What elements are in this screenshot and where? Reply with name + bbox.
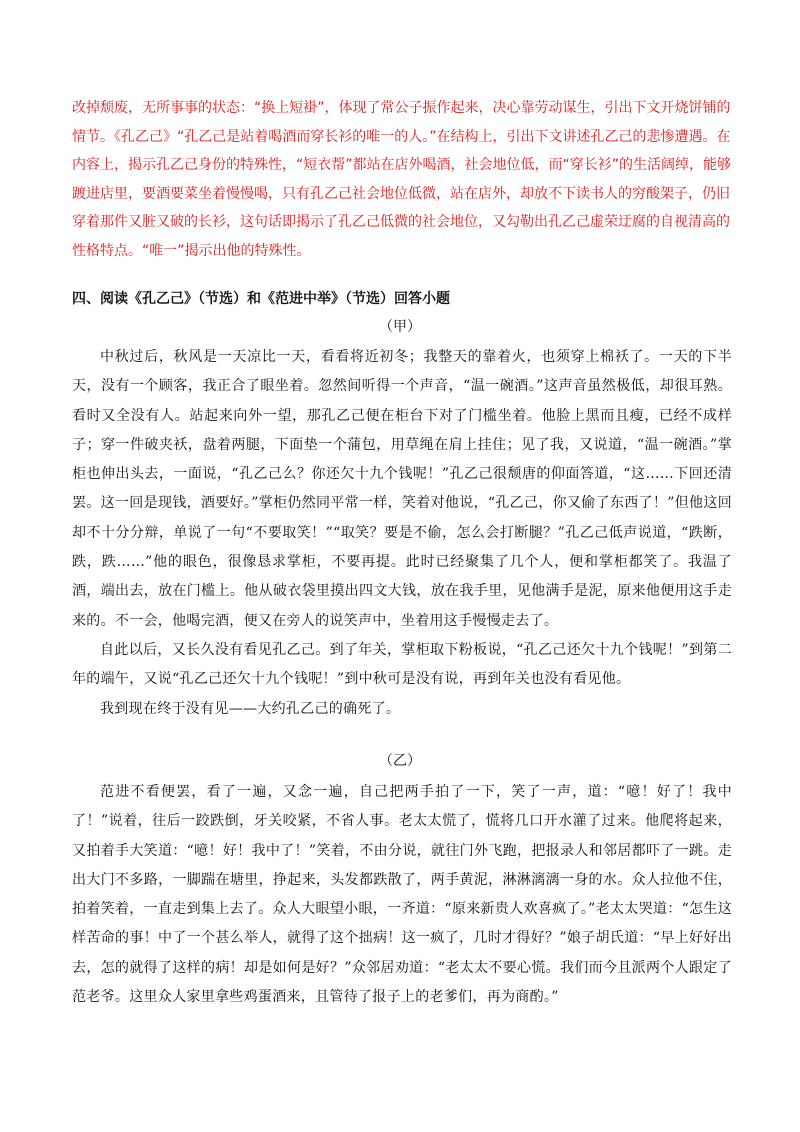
passage-jia-paragraph-3: 我到现在终于没有见——大约孔乙己的确死了。 [100,700,401,717]
passage-jia-label: （甲） [379,319,421,335]
section-title: 四、阅读《孔乙己》（节选）和《范进中举》（节选）回答小题 [72,291,450,307]
passage-yi-paragraph-1: 范进不看便罢，看了一遍，又念一遍，自己把两手拍了一下，笑了一声，道：“噫！好了！我中了！”说着，往后一跤跌倒，牙关咬紧，不省人事。老太太慌了，慌将几口开水灌了过来。他爬将起来，又拍着手大笑道：“噫！好！我中了！”笑着，不由分说，就往门外飞跑，把报录人和邻居都吓了一跳。走出大门不多路，一脚踹在塘里，挣起来，头发都跌散了，两手黄泥，淋淋漓漓一身的水。众人拉他不住，拍着笑着，一直走到集上去了。众人大眼望小眼，一齐道：“原来新贵人欢喜疯了。”老太太哭道：“怎生这样苦命的事！中了一个甚么举人，就得了这个拙病！这一疯了，几时才得好？”娘子胡氏道：“早上好好出去，怎的就得了这样的病！却是如何是好？”众邻居劝道：“老太太不要心慌。我们而今且派两个人跟定了范老爷。这里众人家里拿些鸡蛋酒来，且管待了报子上的老爹们，再为商酌。” [72,784,732,1006]
passage-yi-label: （乙） [379,753,421,769]
passage-jia-paragraph-2: 自此以后，又长久没有看见孔乙己。到了年关，掌柜取下粉板说，“孔乙己还欠十九个钱呢！”到第二年的端午，又说“孔乙己还欠十九个钱呢！”到中秋可是没有说，再到年关也没有看见他。 [72,641,732,688]
passage-jia-paragraph-1: 中秋过后，秋风是一天凉比一天，看看将近初冬；我整天的靠着火，也须穿上棉袄了。一天的下半天，没有一个顾客，我正合了眼坐着。忽然间听得一个声音，“温一碗酒。”这声音虽然极低，却很耳熟。看时又全没有人。站起来向外一望，那孔乙己便在柜台下对了门槛坐着。他脸上黑而且瘦，已经不成样子；穿一件破夹袄，盘着两腿，下面垫一个蒲包，用草绳在肩上挂住；见了我，又说道，“温一碗酒。”掌柜也伸出头去，一面说，“孔乙己么？你还欠十九个钱呢！”孔乙己很颓唐的仰面答道，“这……下回还清罢。这一回是现钱，酒要好。”掌柜仍然同平常一样，笑着对他说，“孔乙己，你又偷了东西了！”但他这回却不十分分辩，单说了一句“不要取笑！”“取笑？要是不偷，怎么会打断腿？”孔乙己低声说道，“跌断，跌，跌……”他的眼色，很像恳求掌柜，不要再提。此时已经聚集了几个人，便和掌柜都笑了。我温了酒，端出去，放在门槛上。他从破衣袋里摸出四文大钱，放在我手里，见他满手是泥，原来他便用这手走来的。不一会，他喝完酒，便又在旁人的说笑声中，坐着用这手慢慢走去了。 [72,349,732,629]
passage-yi [72,778,732,1012]
answer-analysis-text: 改掉颓废，无所事事的状态：“换上短褂”，体现了常公子振作起来，决心靠劳动谋生，引出下文开烧饼铺的情节。《孔乙己》“孔乙己是站着喝酒而穿长衫的唯一的人。”在结构上，引出下文讲述孔乙己的悲惨遭遇。在内容上，揭示孔乙己身份的特殊性，“短衣帮”都站在店外喝酒，社会地位低，而“穿长衫”的生活阔绰，能够踱进店里，要酒要菜坐着慢慢喝，只有孔乙己社会地位低微，站在店外，却放不下读书人的穷酸架子，仍旧穿着那件又脏又破的长衫，这句话即揭示了孔乙己低微的社会地位，又勾勒出孔乙己虚荣迂腐的自视清高的性格特点。“唯一”揭示出他的特殊性。 [72,100,732,259]
passage-jia [72,343,732,724]
